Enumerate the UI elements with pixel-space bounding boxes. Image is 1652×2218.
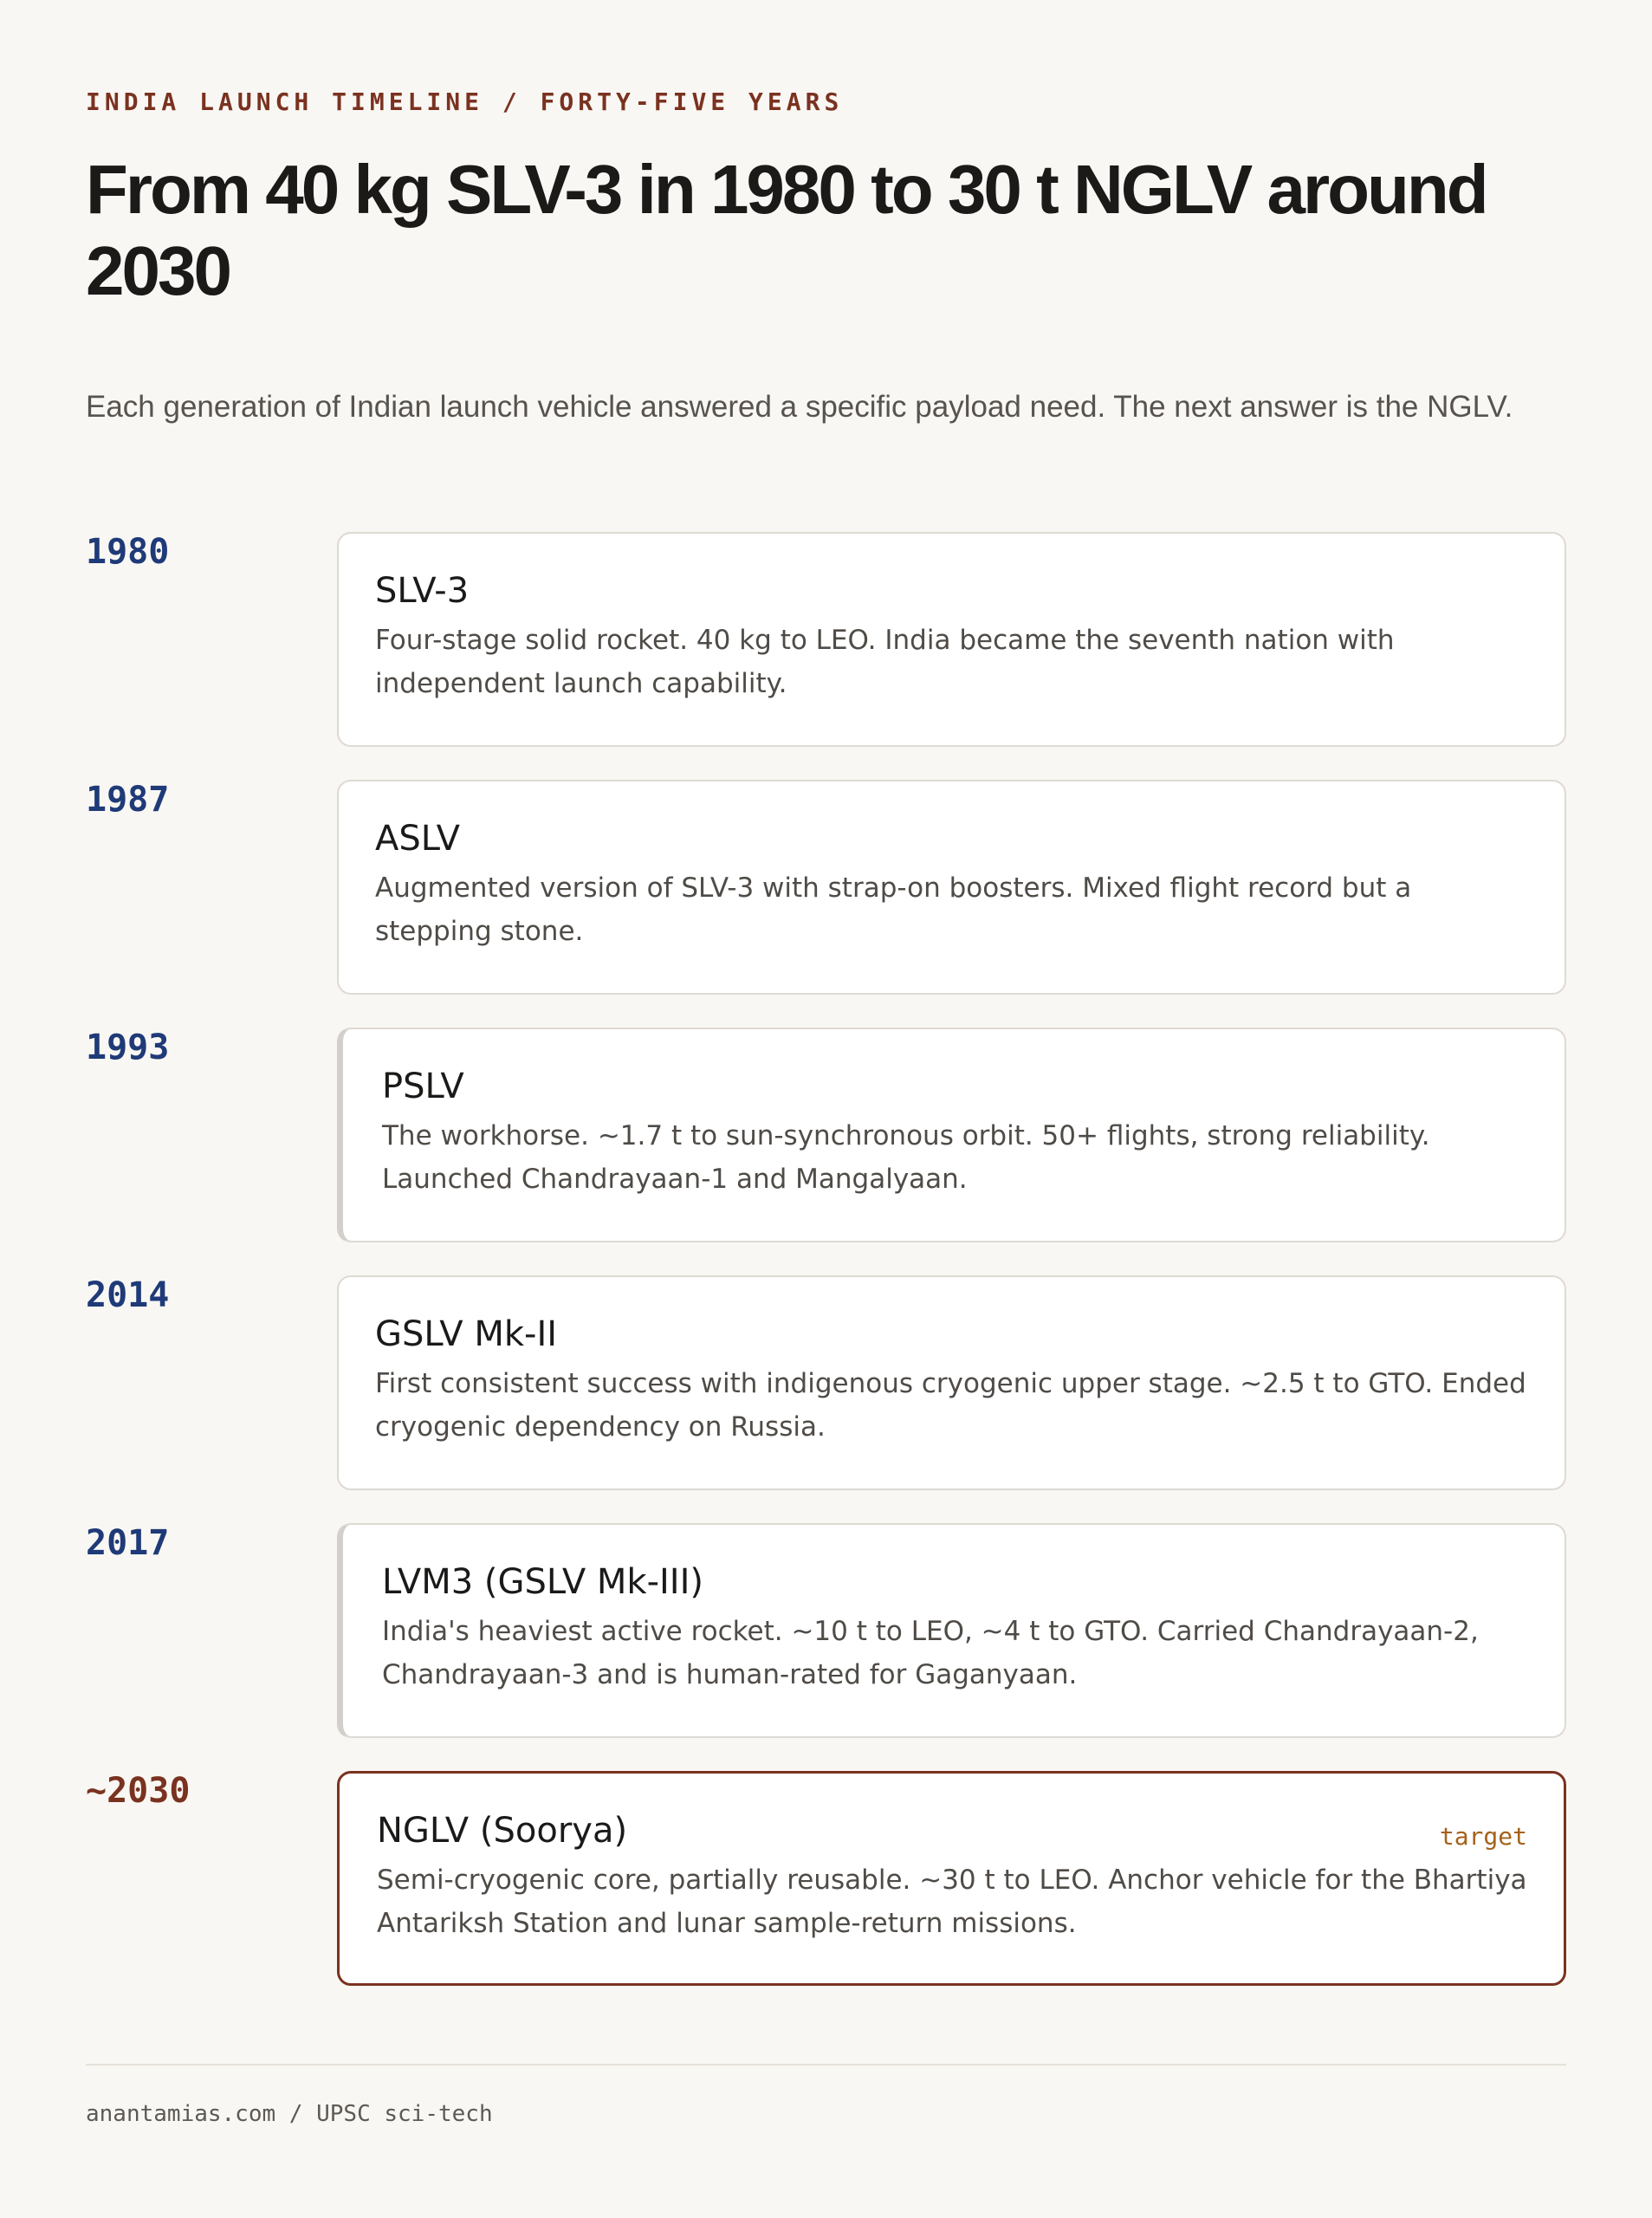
vehicle-description: First consistent success with indigenous cryogenic upper stage. ~2.5 t to GTO. Ended cryogenic dependency on Russia. xyxy=(375,1368,1526,1443)
timeline-row-gslv-mk2 xyxy=(86,1274,1566,1521)
vehicle-name: LVM3 (GSLV Mk-III) xyxy=(382,1562,703,1602)
timeline-row-pslv xyxy=(86,1026,1566,1274)
timeline-row-slv3 xyxy=(86,530,1566,778)
vehicle-description: Semi-cryogenic core, partially reusable. ~30 t to LEO. Anchor vehicle for the Bhartiya Antariksh Station and lunar sample-return missions. xyxy=(377,1865,1527,1939)
target-tag: target xyxy=(1439,1822,1527,1851)
vehicle-card-lvm3 xyxy=(337,1523,1566,1738)
eyebrow-label: INDIA LAUNCH TIMELINE / FORTY-FIVE YEARS xyxy=(86,88,844,116)
vehicle-name: GSLV Mk-II xyxy=(375,1314,558,1354)
timeline-row-nglv xyxy=(86,1769,1566,2017)
timeline-year: 1993 xyxy=(86,1028,170,1067)
timeline-row-aslv xyxy=(86,778,1566,1026)
vehicle-description: Augmented version of SLV-3 with strap-on boosters. Mixed flight record but a stepping stone. xyxy=(375,872,1412,947)
vehicle-card-slv3 xyxy=(337,532,1566,747)
vehicle-name: SLV-3 xyxy=(375,571,470,611)
vehicle-description: The workhorse. ~1.7 t to sun-synchronous orbit. 50+ flights, strong reliability. Launched Chandrayaan-1 and Mangalyaan. xyxy=(382,1120,1430,1195)
timeline-year: 1987 xyxy=(86,780,170,820)
vehicle-description: Four-stage solid rocket. 40 kg to LEO. India became the seventh nation with independent launch capability. xyxy=(375,625,1395,699)
timeline-year: 1980 xyxy=(86,532,170,572)
timeline-year: ~2030 xyxy=(86,1771,191,1811)
vehicle-card-pslv xyxy=(337,1028,1566,1242)
timeline-row-lvm3 xyxy=(86,1521,1566,1769)
footer-divider xyxy=(86,2064,1566,2066)
intro-text: Each generation of Indian launch vehicle answered a specific payload need. The next answer is the NGLV. xyxy=(86,390,1513,424)
vehicle-card-gslv-mk2 xyxy=(337,1275,1566,1490)
timeline-year: 2014 xyxy=(86,1275,170,1315)
timeline-year: 2017 xyxy=(86,1523,170,1563)
vehicle-description: India's heaviest active rocket. ~10 t to LEO, ~4 t to GTO. Carried Chandrayaan-2, Chandrayaan-3 and is human-rated for Gaganyaan. xyxy=(382,1616,1479,1690)
vehicle-card-aslv xyxy=(337,780,1566,995)
vehicle-name: ASLV xyxy=(375,819,461,859)
vehicle-name: PSLV xyxy=(382,1067,464,1106)
vehicle-card-nglv xyxy=(337,1771,1566,1986)
vehicle-name: NGLV (Soorya) xyxy=(377,1811,628,1851)
page-title: From 40 kg SLV-3 in 1980 to 30 t NGLV around 2030 xyxy=(86,151,1487,309)
launch-timeline xyxy=(86,530,1566,2017)
footer-credit: anantamias.com / UPSC sci-tech xyxy=(86,2101,493,2127)
